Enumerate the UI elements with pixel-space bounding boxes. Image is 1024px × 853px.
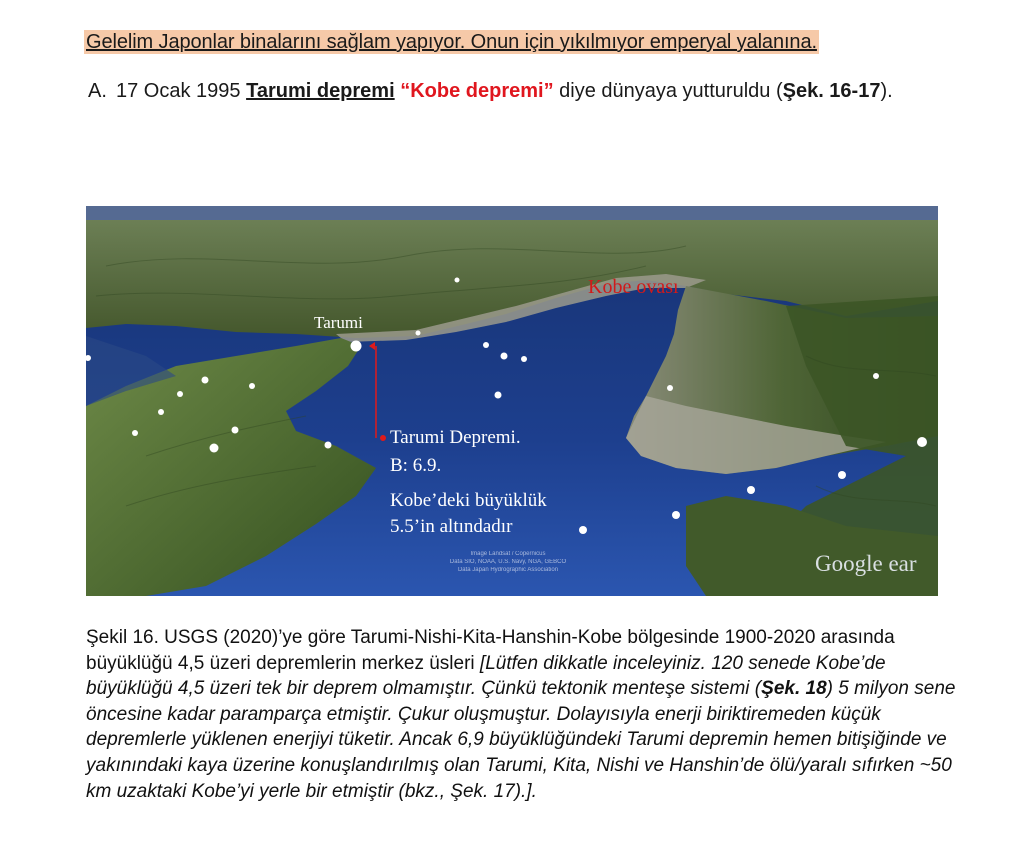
epicenter-dot <box>483 342 489 348</box>
epicenter-dot <box>667 385 673 391</box>
list-item-text <box>116 78 928 104</box>
list-marker: A. <box>88 80 107 102</box>
kobe-magnitude-label-1: Kobe’deki büyüklük <box>390 490 547 511</box>
caption-figure-ref: Şek. 18 <box>761 678 827 700</box>
caption-italic-text: [Lütfen dikkatle inceleyiniz. 120 senede Kobe’de büyüklüğü 4,5 üzeri tek bir deprem olmamıştır. Çünkü tektonik menteşe sistemi ( <box>86 652 886 700</box>
epicenter-dot <box>455 278 460 283</box>
kobe-magnitude-label-2: 5.5’in altındadır <box>390 516 513 537</box>
map-credit-1: Image Landsat / Copernicus <box>470 551 546 557</box>
epicenter-dot <box>177 391 183 397</box>
epicenter-dot <box>158 409 164 415</box>
epicenter-dot <box>873 373 879 379</box>
tarumi-quake-label: Tarumi Depremi. <box>390 427 521 448</box>
epicenter-dot <box>249 383 255 389</box>
epicenter-dot <box>917 437 927 447</box>
epicenter-dot <box>501 353 508 360</box>
section-heading: Gelelim Japonlar binalarını sağlam yapıyor. Onun için yıkılmıyor emperyal yalanına. <box>86 31 817 53</box>
list-item-a <box>88 78 928 104</box>
epicenter-dot <box>672 511 680 519</box>
date-text: 17 Ocak 1995 <box>116 80 247 102</box>
epicenter-dot <box>521 356 527 362</box>
tarumi-magnitude-label: B: 6.9. <box>390 455 442 476</box>
epicenter-dot <box>210 444 219 453</box>
epicenter-dot <box>495 392 502 399</box>
map-credit-2: Data SIO, NOAA, U.S. Navy, NGA, GEBCO <box>449 559 567 565</box>
epicenter-dot <box>351 341 362 352</box>
epicenter-dot <box>747 486 755 494</box>
map-credit-3: Data Japan Hydrographic Association <box>457 567 559 573</box>
epicenter-dot <box>132 430 138 436</box>
middle-text: diye dünyaya yutturuldu ( <box>553 80 783 102</box>
tarumi-label: Tarumi <box>314 313 363 332</box>
epicenter-dot <box>232 427 239 434</box>
tarumi-quake-text: Tarumi depremi <box>246 80 395 102</box>
caption-italic-end: ) 5 milyon sene öncesine kadar paramparça etmiştir. Çukur oluşmuştur. Dolayısıyla enerji biriktiremeden küçük depremlerle yüklenen enerjiyi tüketir. Ancak 6,9 büyüklüğündeki Tarumi depremin hemen bitişiğinde ve yakınındaki kaya üzerine konuşlandırılmış olan Tarumi, Kita, Nishi ve Hanshin’de ölü/yaralı sıfırken ~50 km uzaktaki Kobe’yi yerle bir etmiştir (bkz., Şek. 17).]. <box>86 678 956 802</box>
caption-text: Şekil 16. USGS (2020)’ye göre Tarumi-Nishi-Kita-Hanshin-Kobe bölgesinde 1900-2020 arasında büyüklüğü 4,5 üzeri depremlerin merkez üsleri <box>86 627 895 674</box>
figure-caption <box>86 625 976 804</box>
epicenter-dot <box>579 526 587 534</box>
end-text: ). <box>880 80 893 102</box>
satellite-map-figure <box>86 206 938 596</box>
epicenter-dot <box>325 442 332 449</box>
kobe-quake-text: “Kobe depremi” <box>400 80 554 102</box>
kobe-plain-label: Kobe ovası <box>588 276 679 298</box>
epicenter-dot <box>838 471 846 479</box>
epicenter-dot <box>416 331 421 336</box>
figure-ref: Şek. 16-17 <box>782 80 881 102</box>
google-earth-watermark: Google ear <box>815 551 917 576</box>
epicenter-dot <box>202 377 209 384</box>
